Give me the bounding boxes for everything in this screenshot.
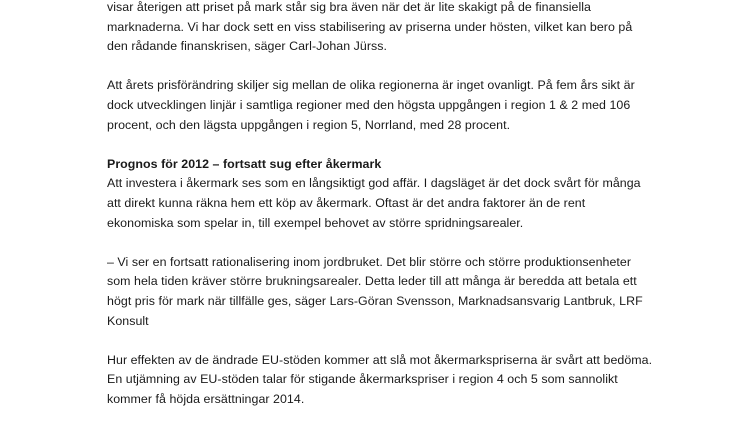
paragraph-quote-svensson <box>107 253 737 331</box>
text-line: som hela tiden kräver större brukningsarealer. Detta leder till att många är beredda att betala ett <box>107 274 637 289</box>
section-heading: Prognos för 2012 – fortsatt sug efter åkermark <box>107 156 382 171</box>
text-line: dock utvecklingen linjär i samtliga regioner med den högsta uppgången i region 1 & 2 med 106 <box>107 97 631 112</box>
text-line: procent, och den lägsta uppgången i region 5, Norrland, med 28 procent. <box>107 117 511 132</box>
document-body <box>107 0 737 429</box>
text-line: Att investera i åkermark ses som en långsiktigt god affär. I dagsläget är det dock svårt för många <box>107 176 641 191</box>
text-line: marknaderna. Vi har dock sett en viss stabilisering av priserna under hösten, vilket kan bero på <box>107 19 633 34</box>
text-line: Att årets prisförändring skiljer sig mellan de olika regionerna är inget ovanligt. På fem års sikt är <box>107 78 635 93</box>
text-line: den rådande finanskrisen, säger Carl-Johan Jürss. <box>107 39 388 54</box>
text-line: att direkt kunna räkna hem ett köp av åkermark. Oftast är det andra faktorer än de rent <box>107 195 586 210</box>
text-line: kommer få höjda ersättningar 2014. <box>107 391 305 406</box>
paragraph-eu-subsidies <box>107 351 737 410</box>
paragraph-price-stability <box>107 0 737 57</box>
text-line: – Vi ser en fortsatt rationalisering inom jordbruket. Det blir större och större produktionsenheter <box>107 254 632 269</box>
text-line: ekonomiska som spelar in, till exempel behovet av större spridningsarealer. <box>107 215 524 230</box>
paragraph-regional-differences <box>107 76 737 135</box>
text-line: visar återigen att priset på mark står sig bra även när det är lite skakigt på de finansiella <box>107 0 591 14</box>
section-forecast-2012 <box>107 155 737 233</box>
text-line: Hur effekten av de ändrade EU-stöden kommer att slå mot åkermarkspriserna är svårt att bedöma. <box>107 352 653 367</box>
text-line: Konsult <box>107 313 149 328</box>
text-line: En utjämning av EU-stöden talar för stigande åkermarkspriser i region 4 och 5 som sannolikt <box>107 372 618 387</box>
text-line: högt pris för mark när tillfälle ges, säger Lars-Göran Svensson, Marknadsansvarig Lantbruk, LRF <box>107 293 643 308</box>
